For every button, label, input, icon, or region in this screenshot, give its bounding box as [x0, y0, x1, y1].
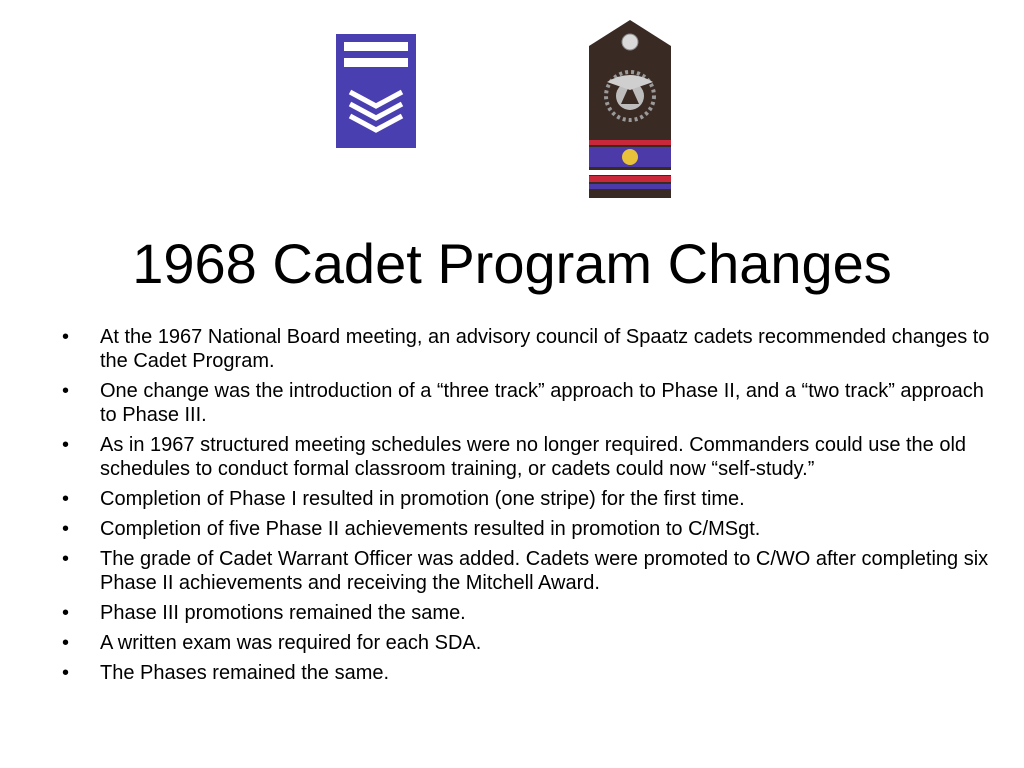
bullet-text: The Phases remained the same. — [100, 662, 390, 684]
list-item — [62, 517, 997, 541]
bullet-marker: • — [62, 488, 70, 510]
bullet-marker: • — [62, 434, 70, 456]
bullet-text: A written exam was required for each SDA. — [100, 632, 482, 654]
slide-title: 1968 Cadet Program Changes — [132, 232, 892, 295]
list-item — [62, 433, 997, 481]
bullet-marker: • — [62, 602, 70, 624]
bullet-text: Completion of Phase I resulted in promotion (one stripe) for the first time. — [100, 488, 745, 510]
list-item — [62, 601, 997, 625]
bullet-marker: • — [62, 380, 70, 402]
list-item — [62, 487, 997, 511]
bullet-list — [62, 325, 997, 691]
chevron-insignia-icon — [336, 34, 416, 148]
bullet-marker: • — [62, 548, 70, 570]
epaulet-insignia-icon — [589, 20, 671, 198]
bullet-marker: • — [62, 662, 70, 684]
bullet-marker: • — [62, 518, 70, 540]
bullet-text: At the 1967 National Board meeting, an advisory council of Spaatz cadets recommended changes to the Cadet Program. — [100, 326, 990, 372]
bullet-text: Phase III promotions remained the same. — [100, 602, 466, 624]
bullet-marker: • — [62, 326, 70, 348]
list-item — [62, 631, 997, 655]
bullet-text: The grade of Cadet Warrant Officer was added. Cadets were promoted to C/WO after completing six Phase II achievements and receiving the Mitchell Award. — [100, 548, 989, 594]
bullet-marker: • — [62, 632, 70, 654]
bullet-text: One change was the introduction of a “three track” approach to Phase II, and a “two track” approach to Phase III. — [100, 380, 984, 426]
list-item — [62, 661, 997, 685]
bullet-text: As in 1967 structured meeting schedules were no longer required. Commanders could use the old schedules to conduct formal classroom training, or cadets could now “self-study.” — [100, 434, 967, 480]
list-item — [62, 325, 997, 373]
list-item — [62, 547, 997, 595]
list-item — [62, 379, 997, 427]
bullet-text: Completion of five Phase II achievements resulted in promotion to C/MSgt. — [100, 518, 761, 540]
